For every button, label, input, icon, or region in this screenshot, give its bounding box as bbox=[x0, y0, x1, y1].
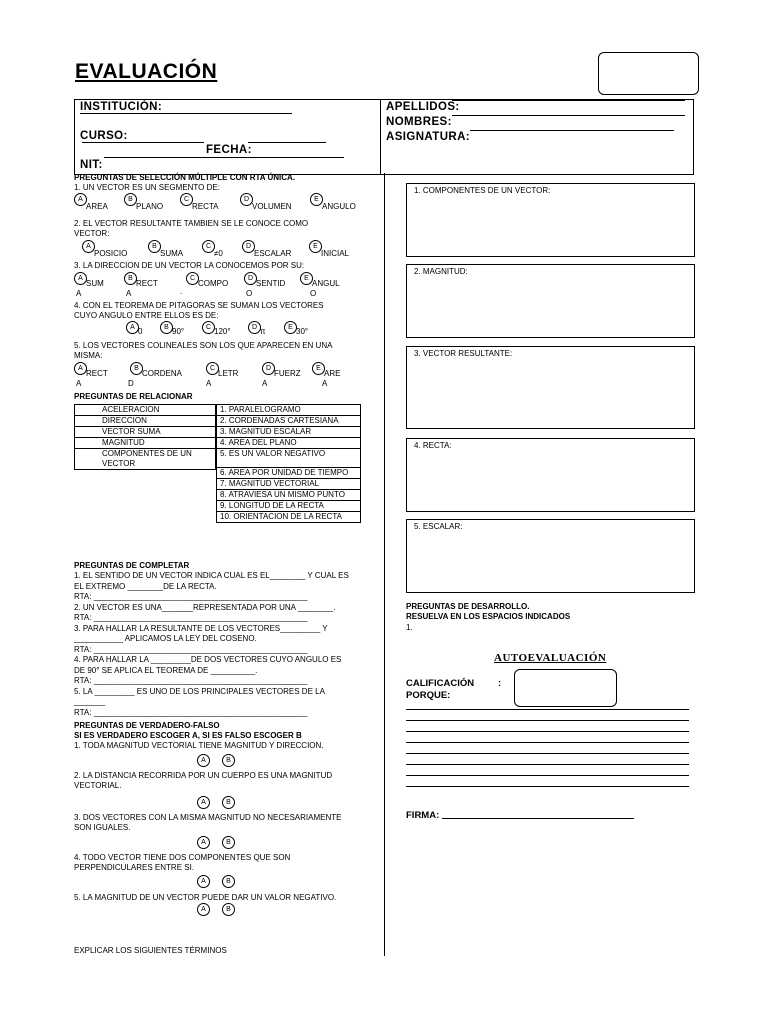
field-fecha[interactable] bbox=[248, 142, 326, 143]
term-box-4-label: 4. RECTA: bbox=[414, 441, 452, 450]
q3-tail-d: O bbox=[246, 289, 253, 298]
q3-tail-a: A bbox=[76, 289, 82, 298]
header-box bbox=[74, 99, 694, 175]
q4-option-c-label: 120° bbox=[214, 327, 231, 336]
q3-options bbox=[74, 271, 374, 298]
porque-line[interactable] bbox=[406, 720, 689, 721]
explicar-title: EXPLICAR LOS SIGUIENTES TÉRMINOS bbox=[74, 946, 227, 955]
vf-q3-line2: SON IGUALES. bbox=[74, 823, 131, 832]
q3-option-a-label: SUM bbox=[86, 279, 104, 288]
relacionar-right-item: 3. MAGNITUD ESCALAR bbox=[217, 427, 361, 438]
left-column bbox=[74, 173, 374, 402]
relacionar-right-table bbox=[216, 404, 361, 523]
q1-options bbox=[74, 193, 374, 215]
label-apellidos: APELLIDOS: bbox=[386, 101, 460, 113]
vf-section bbox=[74, 721, 374, 923]
completar-line: DE 90° SE APLICA EL TEOREMA DE __________. bbox=[74, 665, 258, 675]
porque-line[interactable] bbox=[406, 742, 689, 743]
field-apellidos[interactable] bbox=[452, 100, 685, 101]
relacionar-right-item: 6. AREA POR UNIDAD DE TIEMPO bbox=[217, 468, 361, 479]
completar-line: 5. LA _________ ES UNO DE LOS PRINCIPALES VECTORES DE LA bbox=[74, 686, 325, 696]
firma-label: FIRMA: bbox=[406, 810, 440, 821]
q1-option-a-label: AREA bbox=[86, 202, 108, 211]
porque-line[interactable] bbox=[406, 786, 689, 787]
q5-tail-e: A bbox=[322, 379, 328, 388]
vf-q1: 1. TODA MAGNITUD VECTORIAL TIENE MAGNITUD Y DIRECCION. bbox=[74, 741, 324, 750]
label-nombres: NOMBRES: bbox=[386, 116, 452, 128]
relacionar-left-table bbox=[74, 404, 216, 470]
field-curso[interactable] bbox=[82, 142, 204, 143]
porque-line[interactable] bbox=[406, 731, 689, 732]
score-box[interactable] bbox=[598, 52, 699, 95]
relacionar-left-item: COMPONENTES DE UN VECTOR bbox=[75, 449, 216, 470]
q3-option-b-label: RECT bbox=[136, 279, 158, 288]
porque-line[interactable] bbox=[406, 764, 689, 765]
relacionar-right-item: 4. AREA DEL PLANO bbox=[217, 438, 361, 449]
vf-subtitle: SI ES VERDADERO ESCOGER A, SI ES FALSO ESCOGER B bbox=[74, 731, 302, 740]
q4-line1: 4. CON EL TEOREMA DE PITAGORAS SE SUMAN LOS VECTORES bbox=[74, 301, 324, 310]
q5-option-b-label: CORDENA bbox=[142, 369, 183, 378]
q2-option-d-label: ESCALAR bbox=[254, 249, 292, 258]
field-nombres[interactable] bbox=[452, 115, 685, 116]
q4-option-d[interactable]: D bbox=[248, 321, 261, 334]
relacionar-left-item: ACELERACION bbox=[75, 405, 216, 416]
q2-line1: 2. EL VECTOR RESULTANTE TAMBIEN SE LE CONOCE COMO bbox=[74, 219, 309, 228]
q1-option-e-label: ANGULO bbox=[322, 202, 356, 211]
term-box-4[interactable] bbox=[406, 438, 695, 512]
desarrollo-item-1: 1. bbox=[406, 623, 413, 632]
completar-line: 3. PARA HALLAR LA RESULTANTE DE LOS VECTORES_________ Y bbox=[74, 623, 328, 633]
q3-option-c[interactable]: C bbox=[186, 272, 199, 285]
q3-tail-e: O bbox=[310, 289, 317, 298]
relacionar-right-item: 2. CORDENADAS CARTESIANA bbox=[217, 416, 361, 427]
vf-title: PREGUNTAS DE VERDADERO-FALSO bbox=[74, 721, 220, 730]
q3-text: 3. LA DIRECCION DE UN VECTOR LA CONOCEMOS POR SU: bbox=[74, 261, 305, 270]
calificacion-box[interactable] bbox=[514, 669, 617, 707]
q1-option-a[interactable]: A bbox=[74, 193, 87, 206]
relacionar-right-item: 10. ORIENTACION DE LA RECTA bbox=[217, 512, 361, 523]
completar-answer[interactable]: RTA: ________________________________________________ bbox=[74, 676, 308, 685]
q5-line2: MISMA: bbox=[74, 351, 103, 360]
term-box-3-label: 3. VECTOR RESULTANTE: bbox=[414, 349, 513, 358]
q4-option-d-label: π bbox=[260, 327, 266, 336]
firma-line[interactable] bbox=[442, 818, 634, 819]
vf-q1-option-a[interactable]: A bbox=[197, 754, 210, 767]
q5-tail-d: A bbox=[262, 379, 268, 388]
term-box-5[interactable] bbox=[406, 519, 695, 593]
term-box-2[interactable] bbox=[406, 264, 695, 338]
page-title: EVALUACIÓN bbox=[75, 60, 218, 83]
q1-option-b-label: PLANO bbox=[136, 202, 164, 211]
q3-option-b[interactable]: B bbox=[124, 272, 137, 285]
completar-line: 2. UN VECTOR ES UNA_______REPRESENTADA POR UNA ________. bbox=[74, 602, 336, 612]
q5-option-c-label: LETR bbox=[218, 369, 239, 378]
porque-line[interactable] bbox=[406, 709, 689, 710]
term-box-5-label: 5. ESCALAR: bbox=[414, 522, 463, 531]
q3-option-a[interactable]: A bbox=[74, 272, 87, 285]
vf-q4-option-a[interactable]: A bbox=[197, 875, 210, 888]
relacionar-right-item: 1. PARALELOGRAMO bbox=[217, 405, 361, 416]
q3-tail-b: A bbox=[126, 289, 132, 298]
completar-line: ___________ APLICAMOS LA LEY DEL COSENO. bbox=[74, 634, 257, 643]
q5-option-a-label: RECT bbox=[86, 369, 108, 378]
vf-q4-line2: PERPENDICULARES ENTRE SI. bbox=[74, 863, 195, 872]
relacionar-left-item: MAGNITUD bbox=[75, 438, 216, 449]
completar-answer[interactable]: RTA: ________________________________________________ bbox=[74, 644, 308, 654]
completar-line: EL EXTREMO ________DE LA RECTA. bbox=[74, 581, 217, 591]
vf-q3-option-b[interactable]: B bbox=[222, 836, 235, 849]
calificacion-label: CALIFICACIÓN bbox=[406, 678, 475, 689]
q4-option-e[interactable]: E bbox=[284, 321, 297, 334]
desarrollo-subtitle: RESUELVA EN LOS ESPACIOS INDICADOS bbox=[406, 612, 571, 621]
q5-line1: 5. LOS VECTORES COLINEALES SON LOS QUE APARECEN EN UNA bbox=[74, 341, 333, 350]
vf-q2-line2: VECTORIAL. bbox=[74, 781, 122, 790]
vf-q3-options bbox=[74, 833, 374, 853]
q2-option-d[interactable]: D bbox=[242, 240, 255, 253]
q2-option-e-label: INICIAL bbox=[321, 249, 350, 258]
completar-answer[interactable]: RTA: ________________________________________________ bbox=[74, 592, 308, 601]
header-divider bbox=[380, 100, 381, 174]
vf-q4-options bbox=[74, 873, 374, 893]
completar-answer[interactable]: RTA: ________________________________________________ bbox=[74, 707, 308, 717]
q5-tail-b: D bbox=[128, 379, 134, 388]
desarrollo-title: PREGUNTAS DE DESARROLLO. bbox=[406, 602, 530, 611]
seleccion-title: PREGUNTAS DE SELECCIÓN MÚLTIPLE CON RTA ÚNICA. bbox=[74, 173, 296, 182]
porque-line[interactable] bbox=[406, 775, 689, 776]
completar-line: 1. EL SENTIDO DE UN VECTOR INDICA CUAL ES EL________ Y CUAL ES bbox=[74, 571, 349, 580]
relacionar-left-item: VECTOR SUMA bbox=[75, 427, 216, 438]
label-fecha: FECHA: bbox=[206, 144, 252, 156]
vf-q3-option-a[interactable]: A bbox=[197, 836, 210, 849]
label-asignatura: ASIGNATURA: bbox=[386, 131, 471, 143]
autoevaluacion-title: AUTOEVALUACIÓN bbox=[494, 652, 607, 664]
porque-line[interactable] bbox=[406, 753, 689, 754]
field-asignatura[interactable] bbox=[470, 130, 674, 131]
q2-option-a-label: POSICIO bbox=[94, 249, 128, 258]
q4-option-c[interactable]: C bbox=[202, 321, 215, 334]
q2-option-b[interactable]: B bbox=[148, 240, 161, 253]
q1-option-c[interactable]: C bbox=[180, 193, 193, 206]
q4-option-b[interactable]: B bbox=[160, 321, 173, 334]
q5-option-a[interactable]: A bbox=[74, 362, 87, 375]
relacionar-right-item: 8. ATRAVIESA UN MISMO PUNTO bbox=[217, 490, 361, 501]
vf-q1-option-b[interactable]: B bbox=[222, 754, 235, 767]
q4-option-a-label: 0 bbox=[138, 327, 143, 336]
column-divider bbox=[384, 173, 385, 956]
q5-tail-a: A bbox=[76, 379, 82, 388]
q1-option-b[interactable]: B bbox=[124, 193, 137, 206]
term-box-2-label: 2. MAGNITUD: bbox=[414, 267, 468, 276]
q4-option-e-label: 30° bbox=[296, 327, 309, 336]
q3-option-d-label: SENTID bbox=[256, 279, 286, 288]
q5-tail-c: A bbox=[206, 379, 212, 388]
label-curso: CURSO: bbox=[80, 130, 128, 142]
q3-option-c-label: COMPO bbox=[198, 279, 229, 288]
q2-line2: VECTOR: bbox=[74, 229, 110, 238]
q5-option-d[interactable]: D bbox=[262, 362, 275, 375]
vf-q2-option-b[interactable]: B bbox=[222, 796, 235, 809]
q3-option-d[interactable]: D bbox=[244, 272, 257, 285]
vf-q5: 5. LA MAGNITUD DE UN VECTOR PUEDE DAR UN VALOR NEGATIVO. bbox=[74, 893, 337, 902]
q5-option-e-label: ARE bbox=[324, 369, 341, 378]
q4-option-a[interactable]: A bbox=[126, 321, 139, 334]
q1-option-c-label: RECTA bbox=[192, 202, 219, 211]
vf-q2-line1: 2. LA DISTANCIA RECORRIDA POR UN CUERPO ES UNA MAGNITUD bbox=[74, 771, 333, 780]
term-box-3[interactable] bbox=[406, 346, 695, 429]
vf-q5-option-a[interactable]: A bbox=[197, 903, 210, 916]
q5-option-c[interactable]: C bbox=[206, 362, 219, 375]
label-nit: NIT: bbox=[80, 159, 103, 171]
q2-options bbox=[74, 239, 374, 261]
vf-q3-line1: 3. DOS VECTORES CON LA MISMA MAGNITUD NO NECESARIAMENTE bbox=[74, 813, 342, 822]
q3-option-e[interactable]: E bbox=[300, 272, 313, 285]
completar-line: _______ bbox=[74, 697, 106, 706]
q5-option-b[interactable]: B bbox=[130, 362, 143, 375]
field-nit[interactable] bbox=[104, 157, 344, 158]
q5-options bbox=[74, 361, 374, 389]
vf-q2-option-a[interactable]: A bbox=[197, 796, 210, 809]
q3-tail-c: . bbox=[180, 287, 183, 296]
relacionar-title: PREGUNTAS DE RELACIONAR bbox=[74, 392, 193, 401]
q1-option-d[interactable]: D bbox=[240, 193, 253, 206]
q1-option-d-label: VOLUMEN bbox=[252, 202, 292, 211]
completar-answer[interactable]: RTA: ________________________________________________ bbox=[74, 613, 308, 622]
q2-option-c-label: ≠0 bbox=[214, 249, 223, 258]
q5-option-d-label: FUERZ bbox=[274, 369, 301, 378]
completar-line: 4. PARA HALLAR LA _________DE DOS VECTORES CUYO ANGULO ES bbox=[74, 655, 342, 664]
vf-q1-options bbox=[74, 751, 374, 771]
vf-q4-option-b[interactable]: B bbox=[222, 875, 235, 888]
field-institucion[interactable] bbox=[80, 113, 292, 114]
q1-text: 1. UN VECTOR ES UN SEGMENTO DE: bbox=[74, 183, 220, 192]
q2-option-a[interactable]: A bbox=[82, 240, 95, 253]
term-box-1-label: 1. COMPONENTES DE UN VECTOR: bbox=[414, 186, 551, 195]
q2-option-c[interactable]: C bbox=[202, 240, 215, 253]
vf-q5-option-b[interactable]: B bbox=[222, 903, 235, 916]
q4-option-b-label: 90° bbox=[172, 327, 185, 336]
vf-q5-options bbox=[74, 903, 374, 923]
relacionar-left-item: DIRECCION bbox=[75, 416, 216, 427]
term-box-1[interactable] bbox=[406, 183, 695, 257]
q2-option-b-label: SUMA bbox=[160, 249, 184, 258]
q2-option-e[interactable]: E bbox=[309, 240, 322, 253]
vf-q4-line1: 4. TODO VECTOR TIENE DOS COMPONENTES QUE SON bbox=[74, 853, 291, 862]
relacionar-right-item: 7. MAGNITUD VECTORIAL bbox=[217, 479, 361, 490]
label-institucion: INSTITUCIÓN: bbox=[80, 101, 163, 113]
completar-section bbox=[74, 561, 374, 718]
q5-option-e[interactable]: E bbox=[312, 362, 325, 375]
completar-title: PREGUNTAS DE COMPLETAR bbox=[74, 561, 190, 570]
relacionar-right-item: 5. ES UN VALOR NEGATIVO bbox=[217, 449, 361, 468]
q1-option-e[interactable]: E bbox=[310, 193, 323, 206]
q4-options bbox=[74, 321, 374, 337]
porque-label: PORQUE: bbox=[406, 690, 451, 701]
relacionar-right-item: 9. LONGITUD DE LA RECTA bbox=[217, 501, 361, 512]
calificacion-colon: : bbox=[498, 678, 502, 689]
q4-line2: CUYO ANGULO ENTRE ELLOS ES DE: bbox=[74, 311, 219, 320]
q3-option-e-label: ANGUL bbox=[312, 279, 340, 288]
vf-q2-options bbox=[74, 791, 374, 813]
